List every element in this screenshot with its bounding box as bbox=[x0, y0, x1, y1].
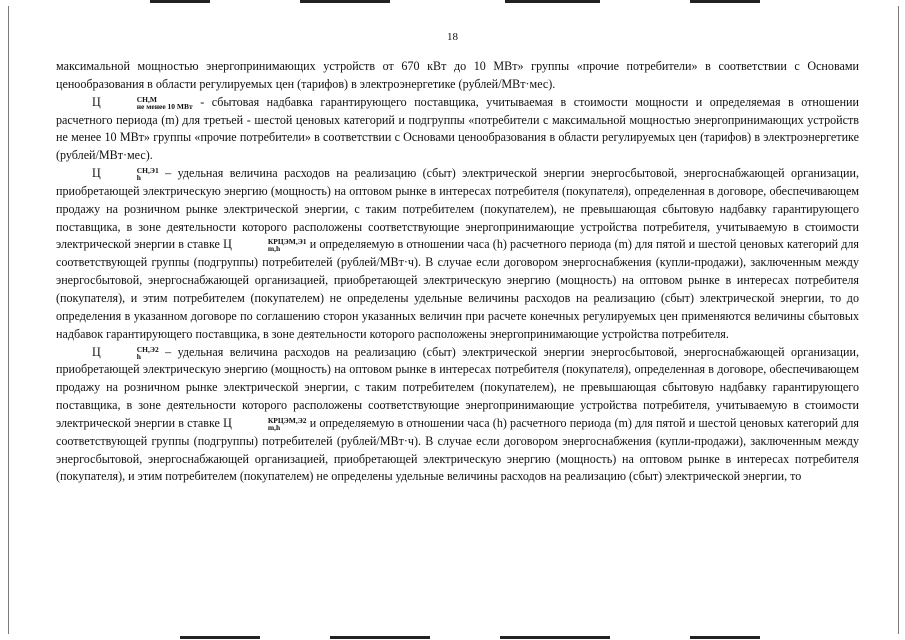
symbol-ts-sn-m: Ц СН,М не менее 10 МВт bbox=[92, 94, 193, 111]
symbol-ts-krcem-e2: Ц КРЦЭМ,Э2 m,h bbox=[223, 415, 307, 432]
scan-edge-mark bbox=[505, 0, 600, 3]
paragraph-sn-e1: Ц СН,Э1 h – удельная величина расходов на реализацию (сбыт) электрической энергии энергосбытовой, энергоснабжающей организации, приобретающей электрическую энергию (мощность) на оптовом рынке в интересах потребителя (покупателя), определенная в договоре, обеспечивающем продажу на розничном рынке электрической энергии, с таким потребителем (покупателем), не превышающая сбытовую надбавку гарантирующего поставщика, в зоне деятельности которого расположены соответствующие энергопринимающие устройства потребителя, учитываемую в стоимости электрической энергии в ставке Ц КРЦЭМ,Э1 m,h и определяемую в отношении часа (h) расчетного периода (m) для пятой и шестой ценовых категорий для соответствующей группы (подгруппы) потребителей (рублей/МВт·ч). В случае если договором энергоснабжения (купли-продажи), заключенным между энергосбытовой, энергоснабжающей организацией, приобретающей электрическую энергию (мощность) на оптовом рынке в интересах потребителя (покупателя), и этим потребителем (покупателем) не определены удельные величины расходов на реализацию (сбыт) электрической энергии, то до определения в указанном договоре по соглашению сторон указанных величин при расчете конечных регулируемых цен применяются величины сбытовых надбавок гарантирующего поставщика, в зоне деятельности которого расположены энергопринимающие устройства потребителя. bbox=[56, 166, 859, 341]
symbol-ts-krcem-e1: Ц КРЦЭМ,Э1 m,h bbox=[223, 237, 307, 254]
paragraph-sn-m: Ц СН,М не менее 10 МВт - сбытовая надбавка гарантирующего поставщика, учитываемая в стоимости мощности и определяемая в отношении расчетного периода (m) для третьей - шестой ценовых категорий и подгруппы «потребители с максимальной мощностью энергопринимающих устройств не менее 10 МВт» группы «прочие потребители» в соответствии с Основами ценообразования в области регулируемых цен (тарифов) в электроэнергетике (рублей/МВт·мес). bbox=[56, 94, 859, 163]
scan-edge-mark bbox=[150, 0, 210, 3]
scan-edge-mark bbox=[330, 636, 430, 639]
document-body bbox=[56, 58, 859, 486]
page-number: 18 bbox=[447, 31, 458, 43]
symbol-ts-sn-e1: Ц СН,Э1 h bbox=[92, 166, 159, 183]
scan-edge-mark bbox=[690, 636, 760, 639]
scan-edge-mark bbox=[300, 0, 390, 3]
symbol-ts-sn-e2: Ц СН,Э2 h bbox=[92, 344, 159, 361]
scan-edge-mark bbox=[500, 636, 610, 639]
paragraph-sn-e2: Ц СН,Э2 h – удельная величина расходов на реализацию (сбыт) электрической энергии энергосбытовой, энергоснабжающей организации, приобретающей электрическую энергию (мощность) на оптовом рынке в интересах потребителя (покупателя), определенная в договоре, обеспечивающем продажу на розничном рынке электрической энергии, с таким потребителем (покупателем), не превышающая сбытовую надбавку гарантирующего поставщика, в зоне деятельности которого расположены соответствующие энергопринимающие устройства потребителя, учитываемую в стоимости электрической энергии в ставке Ц КРЦЭМ,Э2 m,h и определяемую в отношении часа (h) расчетного периода (m) для пятой и шестой ценовых категорий для соответствующей группы (подгруппы) потребителей (рублей/МВт·ч). В случае если договором энергоснабжения (купли-продажи), заключенным между энергосбытовой, энергоснабжающей организацией, приобретающей электрическую энергию (мощность) на оптовом рынке в интересах потребителя (покупателя), и этим потребителем (покупателем) не определены удельные величины расходов на реализацию (сбыт) электрической энергии, то bbox=[56, 344, 859, 484]
paragraph-continuation: максимальной мощностью энергопринимающих устройств от 670 кВт до 10 МВт» группы «прочие потребители» в соответствии с Основами ценообразования в области регулируемых цен (тарифов) в электроэнергетике (рублей/МВт·мес). bbox=[56, 59, 859, 91]
scan-edge-mark bbox=[690, 0, 760, 3]
scan-edge-mark bbox=[180, 636, 260, 639]
